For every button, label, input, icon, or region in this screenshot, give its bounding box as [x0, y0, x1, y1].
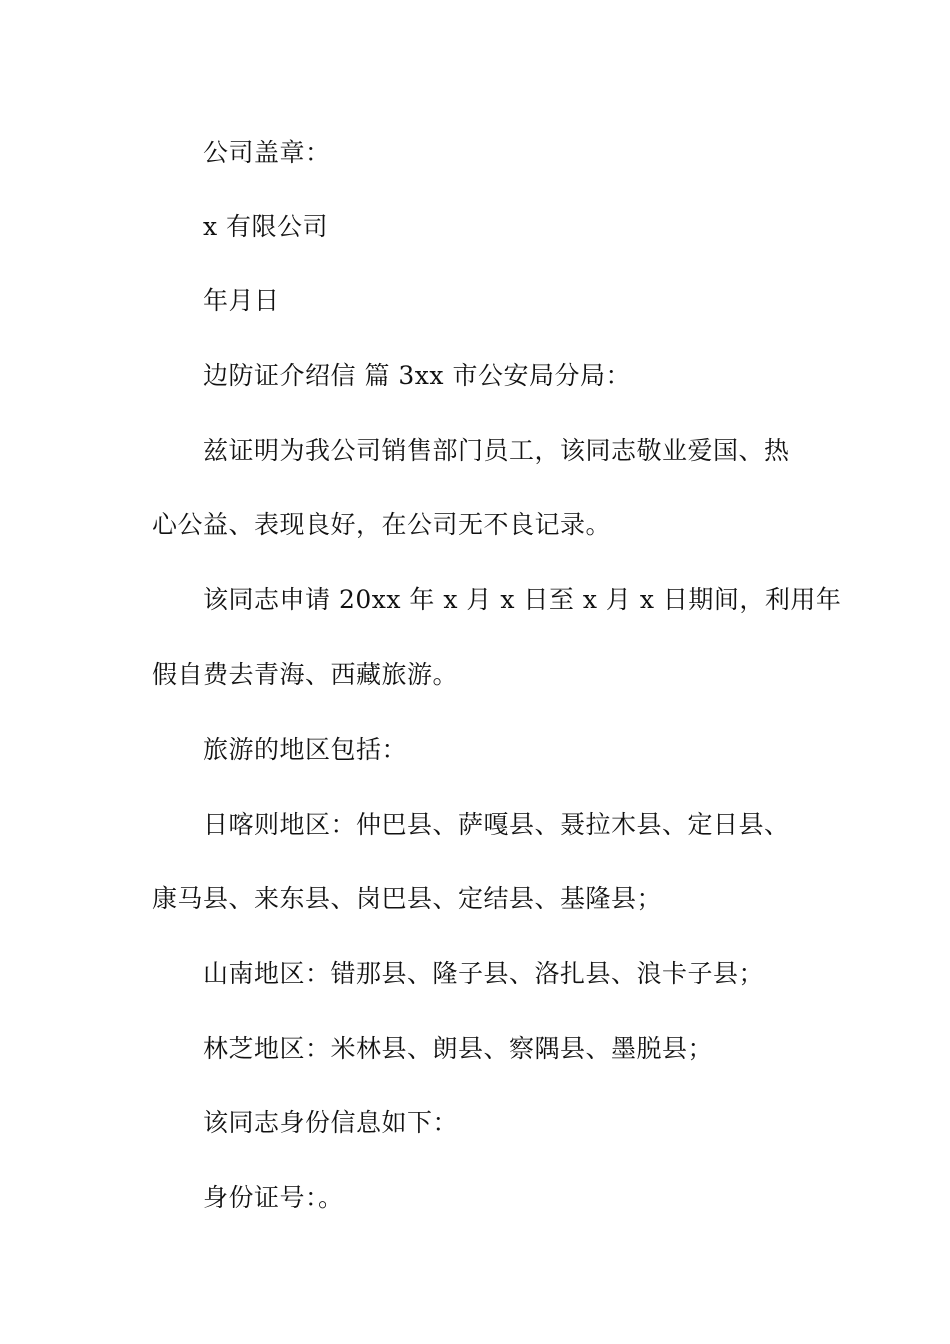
paragraph-line: 山南地区：错那县、隆子县、洛扎县、浪卡子县；: [203, 959, 765, 988]
letter-heading-line: 边防证介绍信 篇 3xx 市公安局分局：: [203, 361, 631, 390]
paragraph-line: 日喀则地区：仲巴县、萨嘎县、聂拉木县、定日县、: [203, 810, 790, 839]
paragraph-line: 心公益、表现良好，在公司无不良记录。: [152, 510, 612, 539]
company-seal-line: 公司盖章：: [203, 138, 331, 167]
paragraph-line: 假自费去青海、西藏旅游。: [152, 660, 459, 689]
date-line: 年月日: [203, 286, 280, 315]
company-name-line: x 有限公司: [203, 212, 329, 241]
paragraph-line: 该同志申请 20xx 年 x 月 x 日至 x 月 x 日期间，利用年: [203, 585, 842, 614]
paragraph-line: 林芝地区：米林县、朗县、察隅县、墨脱县；: [203, 1034, 714, 1063]
paragraph-line: 旅游的地区包括：: [203, 735, 408, 764]
id-number-line: 身份证号：。: [203, 1183, 344, 1212]
paragraph-line: 该同志身份信息如下：: [203, 1108, 459, 1137]
paragraph-line: 康马县、来东县、岗巴县、定结县、基隆县；: [152, 884, 663, 913]
paragraph-line: 兹证明为我公司销售部门员工，该同志敬业爱国、热: [203, 436, 790, 465]
